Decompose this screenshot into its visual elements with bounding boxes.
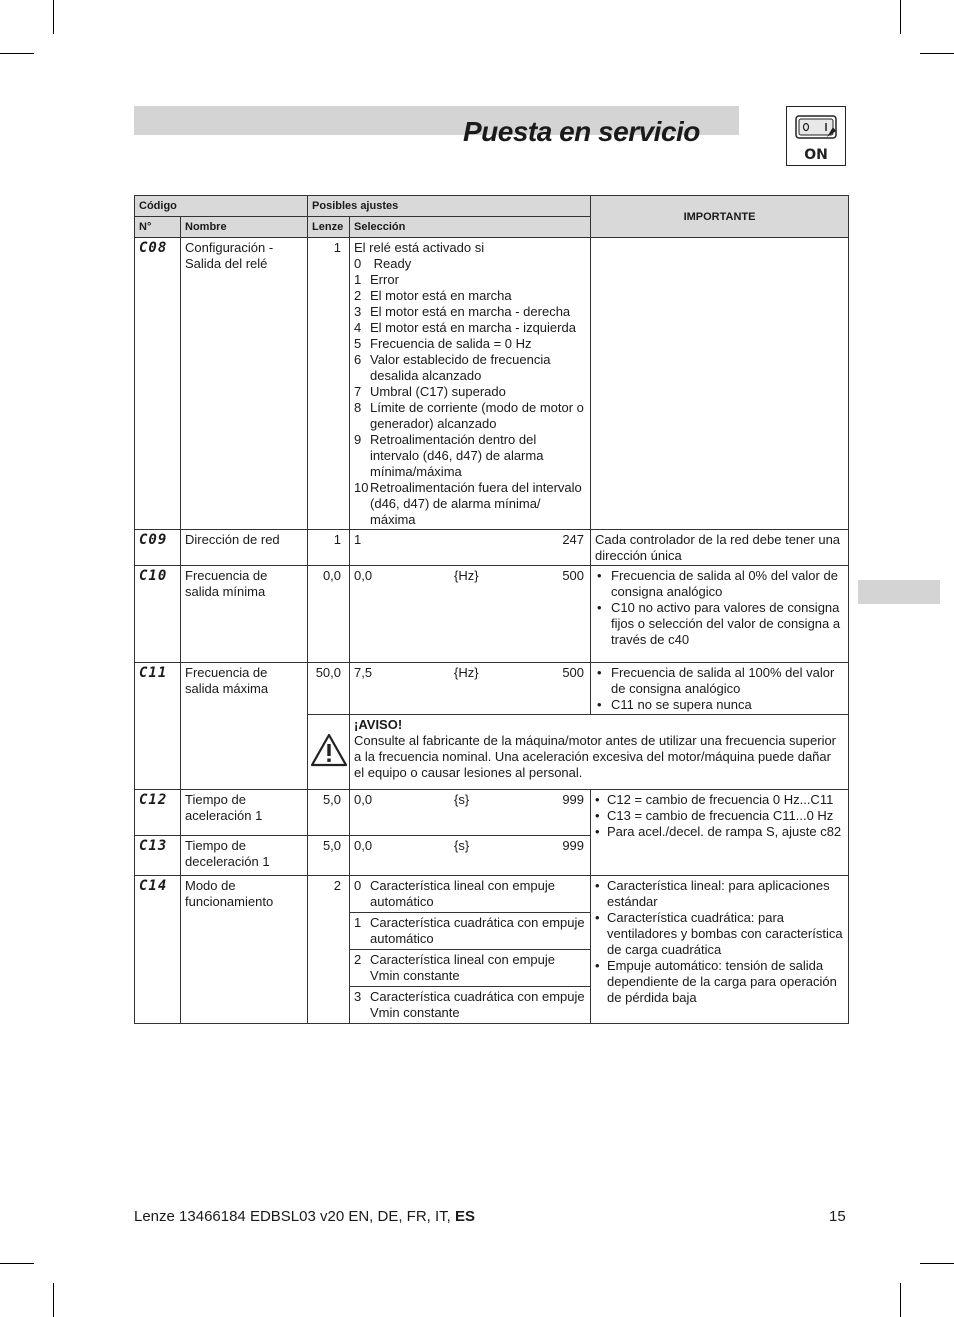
selection-cell xyxy=(350,530,591,566)
range-max: 999 xyxy=(562,792,585,807)
table-row xyxy=(135,238,849,530)
list-item: • C12 = cambio de frecuencia 0 Hz...C11 xyxy=(595,792,844,808)
list-item: • Frecuencia de salida al 100% del valor de consigna analógico xyxy=(595,665,844,697)
lenze-default: 2 xyxy=(308,876,350,1024)
list-item: 1 Error xyxy=(354,272,399,287)
code-c13: C13 xyxy=(135,836,181,876)
list-item: 10 Retroalimentación fuera del intervalo (d46, d47) de alarma mínima/ máxima xyxy=(354,480,582,527)
list-item: 3 Característica cuadrática con empuje Vmin constante xyxy=(354,989,585,1020)
important-cell xyxy=(591,663,849,715)
side-tab xyxy=(858,580,940,604)
crop-mark xyxy=(53,1283,54,1317)
param-name: Configuración - Salida del relé xyxy=(181,238,308,530)
range-max: 500 xyxy=(562,568,585,583)
list-item: 7 Umbral (C17) superado xyxy=(354,384,506,399)
code-c10: C10 xyxy=(135,566,181,663)
list-item: • C13 = cambio de frecuencia C11...0 Hz xyxy=(595,808,844,824)
lenze-default: 0,0 xyxy=(308,566,350,663)
list-item: 8 Límite de corriente (modo de motor o generador) alcanzado xyxy=(354,400,584,431)
range-unit: {Hz} xyxy=(454,665,479,680)
header-importante: IMPORTANTE xyxy=(591,196,849,238)
param-name: Frecuencia de salida mínima xyxy=(181,566,308,663)
range-unit: {Hz} xyxy=(454,568,479,583)
footer-lang: ES xyxy=(455,1208,476,1225)
code-c09: C09 xyxy=(135,530,181,566)
list-item: 1 Característica cuadrática con empuje automático xyxy=(350,913,590,950)
crop-mark xyxy=(920,53,954,54)
lenze-default: 5,0 xyxy=(308,836,350,876)
page-title: Puesta en servicio xyxy=(463,116,700,147)
list-item: • Empuje automático: tensión de salida dependiente de la carga para operación de pérdida baja xyxy=(595,958,844,1006)
list-item: 9 Retroalimentación dentro del intervalo (d46, d47) de alarma mínima/máxima xyxy=(354,432,544,479)
header-nombre: Nombre xyxy=(181,217,308,238)
range-unit: {s} xyxy=(454,792,470,807)
list-item: 2 Característica lineal con empuje Vmin constante xyxy=(350,950,590,987)
list-item: • C11 no se supera nunca xyxy=(595,697,844,713)
lenze-default: 1 xyxy=(308,238,350,530)
important-cell xyxy=(591,790,849,876)
list-item: 3 El motor está en marcha - derecha xyxy=(354,304,571,319)
selection-intro: El relé está activado si xyxy=(354,240,485,255)
range-unit: {s} xyxy=(454,838,470,853)
selection-cell xyxy=(350,876,591,1024)
code-c08: C08 xyxy=(135,238,181,530)
crop-mark xyxy=(900,0,901,34)
footer-doc-info xyxy=(134,1208,475,1225)
table-row xyxy=(135,530,849,566)
important-cell xyxy=(591,566,849,663)
range-max: 247 xyxy=(562,532,585,547)
header-codigo: Código xyxy=(135,196,308,217)
param-name: Tiempo de deceleración 1 xyxy=(181,836,308,876)
header-posibles: Posibles ajustes xyxy=(308,196,591,217)
parameter-table xyxy=(134,195,849,1024)
power-on-icon xyxy=(786,106,846,166)
code-c14: C14 xyxy=(135,876,181,1024)
range-min: 0,0 xyxy=(354,568,373,583)
warning-text-cell xyxy=(350,715,849,790)
param-name: Dirección de red xyxy=(181,530,308,566)
table-row xyxy=(135,566,849,663)
list-item: • Característica lineal: para aplicaciones estándar xyxy=(595,878,844,910)
header-seleccion: Selección xyxy=(350,217,591,238)
list-item: 2 El motor está en marcha xyxy=(354,288,512,303)
crop-mark xyxy=(920,1263,954,1264)
lenze-default: 50,0 xyxy=(308,663,350,715)
lenze-default: 5,0 xyxy=(308,790,350,836)
range-min: 7,5 xyxy=(354,665,373,680)
header-lenze: Lenze xyxy=(308,217,350,238)
important-cell xyxy=(591,876,849,1024)
code-c11: C11 xyxy=(135,663,181,790)
selection-cell xyxy=(350,790,591,836)
selection-cell xyxy=(350,663,591,715)
list-item: 4 El motor está en marcha - izquierda xyxy=(354,320,576,335)
table-row xyxy=(135,663,849,715)
param-name: Tiempo de aceleración 1 xyxy=(181,790,308,836)
table-row xyxy=(135,876,849,1024)
warning-text: Consulte al fabricante de la máquina/motor antes de utilizar una frecuencia superior a la frecuencia nominal. Una aceleración excesiva del motor/máquina puede dañar el equipo o causar lesiones al personal. xyxy=(354,733,837,780)
selection-cell xyxy=(350,238,591,530)
warning-title: ¡AVISO! xyxy=(354,717,403,732)
range-min: 1 xyxy=(354,532,362,547)
range-max: 500 xyxy=(562,665,585,680)
param-name: Frecuencia de salida máxima xyxy=(181,663,308,790)
list-item: • Para acel./decel. de rampa S, ajuste c82 xyxy=(595,824,844,840)
list-item: 0 Característica lineal con empuje automático xyxy=(350,876,590,913)
table-header-row xyxy=(135,196,849,217)
list-item: 6 Valor establecido de frecuencia desalida alcanzado xyxy=(354,352,551,383)
warning-icon xyxy=(308,715,350,790)
crop-mark xyxy=(53,0,54,34)
code-c12: C12 xyxy=(135,790,181,836)
important-note: Cada controlador de la red debe tener una dirección única xyxy=(591,530,849,566)
selection-cell xyxy=(350,566,591,663)
svg-text:ON: ON xyxy=(804,147,828,163)
list-item: 5 Frecuencia de salida = 0 Hz xyxy=(354,336,532,351)
crop-mark xyxy=(900,1283,901,1317)
lenze-default: 1 xyxy=(308,530,350,566)
table-row xyxy=(135,790,849,836)
crop-mark xyxy=(0,1263,34,1264)
list-item: 0 Ready xyxy=(354,256,412,271)
range-max: 999 xyxy=(562,838,585,853)
list-item: • Característica cuadrática: para ventiladores y bombas con característica de carga cuadrática xyxy=(595,910,844,958)
header-no: N° xyxy=(135,217,181,238)
crop-mark xyxy=(0,53,34,54)
selection-cell xyxy=(350,836,591,876)
param-name: Modo de funcionamiento xyxy=(181,876,308,1024)
page-number: 15 xyxy=(829,1208,846,1225)
important-cell xyxy=(591,238,849,530)
list-item: • Frecuencia de salida al 0% del valor de consigna analógico xyxy=(595,568,844,600)
footer-text: Lenze 13466184 EDBSL03 v20 EN, DE, FR, IT, xyxy=(134,1208,451,1225)
range-min: 0,0 xyxy=(354,838,373,853)
list-item: • C10 no activo para valores de consigna fijos o selección del valor de consigna a través de c40 xyxy=(595,600,844,648)
range-min: 0,0 xyxy=(354,792,373,807)
